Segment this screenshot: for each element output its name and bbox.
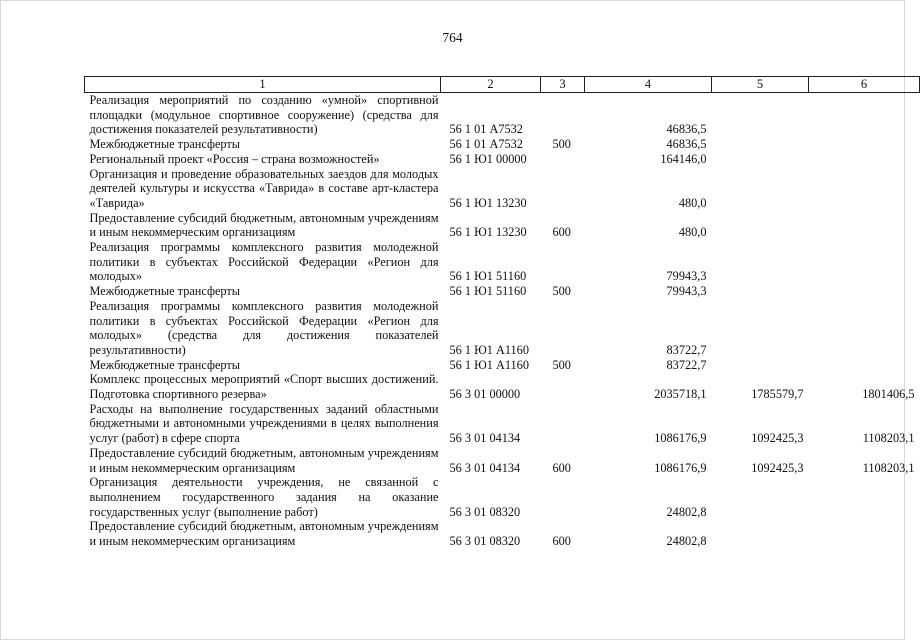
amount-year-1: 1086176,9 <box>654 460 707 475</box>
amount-year-2 <box>712 240 809 284</box>
amount-year-2: 1092425,3 <box>751 431 804 446</box>
amount-year-3: 1108203,1 <box>862 431 915 446</box>
expense-type <box>541 93 585 138</box>
page-number: 764 <box>442 30 463 45</box>
expense-type: 500 <box>552 284 571 299</box>
amount-year-1: 83722,7 <box>666 342 707 357</box>
amount-year-2 <box>712 152 809 167</box>
amount-year-1: 1086176,9 <box>654 431 707 446</box>
expense-type <box>541 299 585 358</box>
row-name: Реализация мероприятий по созданию «умной» спортивной площадки (модульное спортивное сооружение) (средства для достижения показателей результативности) <box>89 93 439 137</box>
target-article-code: 56 3 01 04134 <box>449 460 521 475</box>
amount-year-1: 83722,7 <box>666 357 707 372</box>
amount-year-3 <box>809 299 920 358</box>
amount-year-2: 1785579,7 <box>751 387 804 402</box>
target-article-code: 56 1 Ю1 А1160 <box>449 357 529 372</box>
amount-year-3 <box>809 152 920 167</box>
expense-type <box>541 167 585 211</box>
row-name: Реализация программы комплексного развития молодежной политики в субъектах Российской Федерации «Регион для молодых» <box>89 240 439 284</box>
column-header: 3 <box>541 77 585 93</box>
row-name: Предоставление субсидий бюджетным, автономным учреждениям и иным некоммерческим организациям <box>89 210 439 240</box>
amount-year-3: 1108203,1 <box>862 460 915 475</box>
expense-type <box>541 402 585 446</box>
table-row <box>85 519 920 548</box>
amount-year-1: 480,0 <box>678 225 707 240</box>
expense-type: 600 <box>552 460 571 475</box>
column-header: 5 <box>712 77 809 93</box>
expense-type <box>541 372 585 401</box>
amount-year-1: 46836,5 <box>666 122 707 137</box>
amount-year-2 <box>712 167 809 211</box>
budget-table <box>84 76 920 549</box>
table-row <box>85 284 920 299</box>
row-name: Расходы на выполнение государственных заданий областными бюджетными и автономными учреждениями в целях выполнения услуг (работ) в сфере спорта <box>89 401 439 446</box>
amount-year-2 <box>712 211 809 240</box>
row-name: Региональный проект «Россия – страна возможностей» <box>89 151 380 166</box>
target-article-code: 56 1 Ю1 51160 <box>449 269 527 284</box>
expense-type: 500 <box>552 357 571 372</box>
table-row <box>85 402 920 446</box>
table-row <box>85 475 920 519</box>
column-header: 6 <box>809 77 920 93</box>
amount-year-2: 1092425,3 <box>751 460 804 475</box>
table-row <box>85 299 920 358</box>
table-row <box>85 93 920 138</box>
target-article-code: 56 1 Ю1 13230 <box>449 225 527 240</box>
table-row <box>85 137 920 152</box>
amount-year-2 <box>712 475 809 519</box>
amount-year-2 <box>712 137 809 152</box>
target-article-code: 56 3 01 00000 <box>449 387 521 402</box>
amount-year-3 <box>809 475 920 519</box>
amount-year-3: 1801406,5 <box>862 387 915 402</box>
row-name: Предоставление субсидий бюджетным, автономным учреждениям и иным некоммерческим организациям <box>89 445 439 475</box>
table-row <box>85 372 920 401</box>
amount-year-1: 79943,3 <box>666 284 707 299</box>
table-row <box>85 167 920 211</box>
amount-year-3 <box>809 137 920 152</box>
row-name: Межбюджетные трансферты <box>89 357 241 372</box>
amount-year-3 <box>809 240 920 284</box>
amount-year-1: 164146,0 <box>660 151 707 166</box>
target-article-code: 56 1 Ю1 А1160 <box>449 342 529 357</box>
table-row <box>85 152 920 167</box>
amount-year-3 <box>809 167 920 211</box>
amount-year-3 <box>809 358 920 373</box>
expense-type: 600 <box>552 225 571 240</box>
row-name: Комплекс процессных мероприятий «Спорт высших достижений. Подготовка спортивного резерва» <box>89 372 439 402</box>
target-article-code: 56 1 01 А7532 <box>449 122 523 137</box>
row-name: Межбюджетные трансферты <box>89 137 241 152</box>
amount-year-3 <box>809 93 920 138</box>
table-row <box>85 211 920 240</box>
amount-year-2 <box>712 93 809 138</box>
table-row <box>85 240 920 284</box>
amount-year-2 <box>712 519 809 548</box>
amount-year-3 <box>809 211 920 240</box>
row-name: Межбюджетные трансферты <box>89 284 241 299</box>
amount-year-1: 24802,8 <box>666 534 707 549</box>
target-article-code: 56 1 Ю1 00000 <box>449 151 527 166</box>
target-article-code: 56 1 Ю1 13230 <box>449 195 527 210</box>
table-row <box>85 446 920 475</box>
target-article-code: 56 1 01 А7532 <box>449 137 523 152</box>
target-article-code: 56 3 01 08320 <box>449 504 521 519</box>
column-number-header <box>85 77 920 93</box>
amount-year-1: 2035718,1 <box>654 387 707 402</box>
expense-type <box>541 475 585 519</box>
column-header: 4 <box>585 77 712 93</box>
amount-year-2 <box>712 284 809 299</box>
amount-year-1: 480,0 <box>678 195 707 210</box>
amount-year-3 <box>809 284 920 299</box>
expense-type <box>541 240 585 284</box>
column-header: 2 <box>441 77 541 93</box>
target-article-code: 56 1 Ю1 51160 <box>449 284 527 299</box>
expense-type: 600 <box>552 534 571 549</box>
amount-year-2 <box>712 299 809 358</box>
table-row <box>85 358 920 373</box>
table-body <box>85 93 920 549</box>
target-article-code: 56 3 01 04134 <box>449 431 521 446</box>
amount-year-1: 46836,5 <box>666 137 707 152</box>
amount-year-1: 79943,3 <box>666 269 707 284</box>
amount-year-2 <box>712 358 809 373</box>
amount-year-1: 24802,8 <box>666 504 707 519</box>
target-article-code: 56 3 01 08320 <box>449 534 521 549</box>
column-header: 1 <box>85 77 441 93</box>
row-name: Организация и проведение образовательных заездов для молодых деятелей культуры и искусства «Таврида» в составе арт-кластера «Таврида» <box>89 166 439 210</box>
row-name: Реализация программы комплексного развития молодежной политики в субъектах Российской Федерации «Регион для молодых» (средства для достижения показателей результативности) <box>89 298 439 357</box>
amount-year-3 <box>809 519 920 548</box>
expense-type <box>541 152 585 167</box>
row-name: Организация деятельности учреждения, не связанной с выполнением государственного задания на оказание государственных услуг (выполнение работ) <box>89 475 439 519</box>
expense-type: 500 <box>552 137 571 152</box>
row-name: Предоставление субсидий бюджетным, автономным учреждениям и иным некоммерческим организациям <box>89 519 439 549</box>
